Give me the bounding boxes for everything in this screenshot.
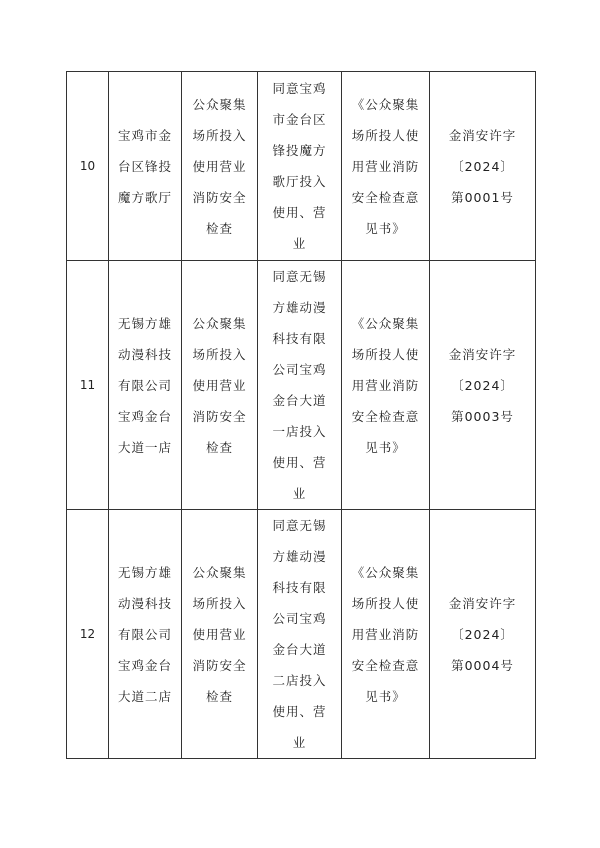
inspection-item-cell: 公众聚集场所投入使用营业消防安全检查 <box>182 510 258 759</box>
row-number-cell: 11 <box>67 261 109 510</box>
permit-records-table <box>66 71 536 759</box>
document-title-cell: 《公众聚集场所投人使用营业消防安全检查意见书》 <box>342 261 430 510</box>
opinion-cell: 同意宝鸡市金台区锋投魔方歌厅投入使用、营业 <box>258 72 342 261</box>
row-number-cell: 12 <box>67 510 109 759</box>
venue-name-cell: 无锡方雄动漫科技有限公司宝鸡金台大道二店 <box>109 510 182 759</box>
inspection-item-cell: 公众聚集场所投入使用营业消防安全检查 <box>182 261 258 510</box>
document-title-cell: 《公众聚集场所投人使用营业消防安全检查意见书》 <box>342 72 430 261</box>
permit-number-cell: 金消安许字〔2024〕第0004号 <box>430 510 536 759</box>
venue-name-cell: 无锡方雄动漫科技有限公司宝鸡金台大道一店 <box>109 261 182 510</box>
inspection-item-cell: 公众聚集场所投入使用营业消防安全检查 <box>182 72 258 261</box>
opinion-cell: 同意无锡方雄动漫科技有限公司宝鸡金台大道二店投入使用、营业 <box>258 510 342 759</box>
document-title-cell: 《公众聚集场所投人使用营业消防安全检查意见书》 <box>342 510 430 759</box>
table-row <box>67 510 536 759</box>
table-row <box>67 261 536 510</box>
venue-name-cell: 宝鸡市金台区锋投魔方歌厅 <box>109 72 182 261</box>
row-number-cell: 10 <box>67 72 109 261</box>
table-row <box>67 72 536 261</box>
opinion-cell: 同意无锡方雄动漫科技有限公司宝鸡金台大道一店投入使用、营业 <box>258 261 342 510</box>
permit-number-cell: 金消安许字〔2024〕第0003号 <box>430 261 536 510</box>
permit-number-cell: 金消安许字〔2024〕第0001号 <box>430 72 536 261</box>
